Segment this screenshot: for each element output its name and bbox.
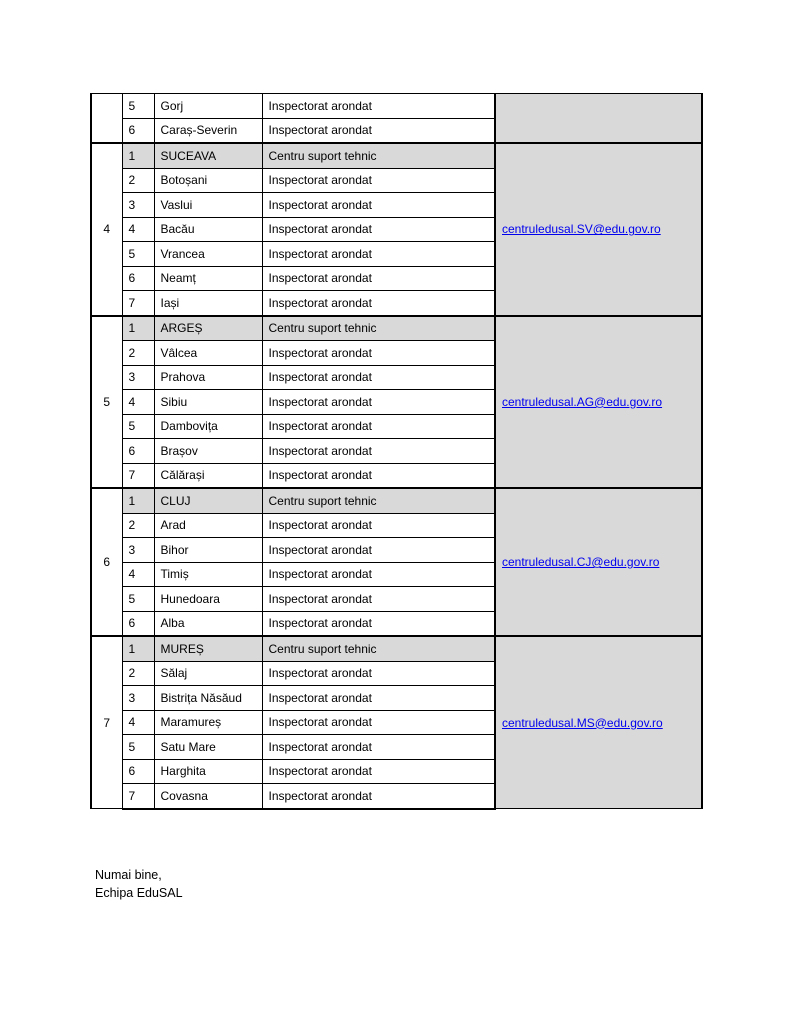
group-number: 5 xyxy=(91,316,122,489)
email-cell xyxy=(495,316,702,489)
role-label: Inspectorat arondat xyxy=(262,118,495,143)
row-number: 6 xyxy=(122,439,154,464)
row-number: 2 xyxy=(122,168,154,193)
row-number: 3 xyxy=(122,193,154,218)
row-number: 6 xyxy=(122,611,154,636)
role-label: Centru suport tehnic xyxy=(262,316,495,341)
role-label: Inspectorat arondat xyxy=(262,217,495,242)
role-label: Inspectorat arondat xyxy=(262,439,495,464)
email-link[interactable]: centruledusal.MS@edu.gov.ro xyxy=(502,715,663,730)
row-number: 5 xyxy=(122,242,154,267)
table-row xyxy=(91,94,702,119)
county-name: Caraș-Severin xyxy=(154,118,262,143)
role-label: Inspectorat arondat xyxy=(262,784,495,809)
row-number: 4 xyxy=(122,217,154,242)
role-label: Inspectorat arondat xyxy=(262,193,495,218)
row-number: 5 xyxy=(122,94,154,119)
county-name: Harghita xyxy=(154,759,262,784)
role-label: Inspectorat arondat xyxy=(262,365,495,390)
role-label: Centru suport tehnic xyxy=(262,488,495,513)
closing-greeting: Numai bine, xyxy=(95,868,162,882)
county-name: Prahova xyxy=(154,365,262,390)
county-name: Vâlcea xyxy=(154,341,262,366)
row-number: 6 xyxy=(122,118,154,143)
county-name: Brașov xyxy=(154,439,262,464)
county-name: Dambovița xyxy=(154,414,262,439)
county-name: Neamț xyxy=(154,266,262,291)
closing-signature xyxy=(95,866,183,902)
county-name: ARGEȘ xyxy=(154,316,262,341)
county-name: Bacău xyxy=(154,217,262,242)
row-number: 5 xyxy=(122,414,154,439)
row-number: 5 xyxy=(122,587,154,612)
county-name: CLUJ xyxy=(154,488,262,513)
county-name: Covasna xyxy=(154,784,262,809)
email-cell xyxy=(495,488,702,636)
group-number: 6 xyxy=(91,488,122,636)
email-link[interactable]: centruledusal.AG@edu.gov.ro xyxy=(502,394,663,409)
row-number: 1 xyxy=(122,143,154,168)
row-number: 1 xyxy=(122,636,154,661)
role-label: Inspectorat arondat xyxy=(262,341,495,366)
role-label: Inspectorat arondat xyxy=(262,513,495,538)
support-center-row xyxy=(91,488,702,513)
county-name: Botoșani xyxy=(154,168,262,193)
county-name: Bistrița Năsăud xyxy=(154,686,262,711)
row-number: 3 xyxy=(122,365,154,390)
group-number: 4 xyxy=(91,143,122,316)
row-number: 6 xyxy=(122,759,154,784)
group-number xyxy=(91,94,122,144)
role-label: Inspectorat arondat xyxy=(262,686,495,711)
role-label: Inspectorat arondat xyxy=(262,587,495,612)
role-label: Inspectorat arondat xyxy=(262,710,495,735)
county-name: Alba xyxy=(154,611,262,636)
county-name: Bihor xyxy=(154,538,262,563)
row-number: 7 xyxy=(122,463,154,488)
row-number: 1 xyxy=(122,316,154,341)
row-number: 4 xyxy=(122,390,154,415)
support-center-row xyxy=(91,636,702,661)
row-number: 7 xyxy=(122,291,154,316)
role-label: Inspectorat arondat xyxy=(262,291,495,316)
row-number: 3 xyxy=(122,538,154,563)
role-label: Inspectorat arondat xyxy=(262,611,495,636)
role-label: Inspectorat arondat xyxy=(262,759,495,784)
role-label: Inspectorat arondat xyxy=(262,414,495,439)
role-label: Inspectorat arondat xyxy=(262,661,495,686)
county-name: Satu Mare xyxy=(154,735,262,760)
support-center-row xyxy=(91,316,702,341)
email-link[interactable]: centruledusal.SV@edu.gov.ro xyxy=(502,222,661,237)
row-number: 1 xyxy=(122,488,154,513)
county-name: Sălaj xyxy=(154,661,262,686)
email-cell xyxy=(495,636,702,809)
role-label: Inspectorat arondat xyxy=(262,562,495,587)
row-number: 2 xyxy=(122,661,154,686)
county-name: Gorj xyxy=(154,94,262,119)
row-number: 5 xyxy=(122,735,154,760)
closing-team: Echipa EduSAL xyxy=(95,886,183,900)
county-name: Călărași xyxy=(154,463,262,488)
role-label: Inspectorat arondat xyxy=(262,538,495,563)
row-number: 4 xyxy=(122,710,154,735)
support-center-row xyxy=(91,143,702,168)
role-label: Inspectorat arondat xyxy=(262,463,495,488)
role-label: Centru suport tehnic xyxy=(262,143,495,168)
county-name: Timiș xyxy=(154,562,262,587)
county-name: Hunedoara xyxy=(154,587,262,612)
county-name: Sibiu xyxy=(154,390,262,415)
row-number: 6 xyxy=(122,266,154,291)
row-number: 7 xyxy=(122,784,154,809)
role-label: Inspectorat arondat xyxy=(262,168,495,193)
row-number: 2 xyxy=(122,341,154,366)
county-name: Arad xyxy=(154,513,262,538)
role-label: Inspectorat arondat xyxy=(262,94,495,119)
county-name: MUREȘ xyxy=(154,636,262,661)
county-name: SUCEAVA xyxy=(154,143,262,168)
group-number: 7 xyxy=(91,636,122,809)
email-cell xyxy=(495,94,702,144)
county-name: Iași xyxy=(154,291,262,316)
row-number: 4 xyxy=(122,562,154,587)
role-label: Inspectorat arondat xyxy=(262,735,495,760)
role-label: Inspectorat arondat xyxy=(262,242,495,267)
row-number: 2 xyxy=(122,513,154,538)
county-name: Vaslui xyxy=(154,193,262,218)
county-name: Vrancea xyxy=(154,242,262,267)
role-label: Inspectorat arondat xyxy=(262,390,495,415)
role-label: Centru suport tehnic xyxy=(262,636,495,661)
county-name: Maramureș xyxy=(154,710,262,735)
row-number: 3 xyxy=(122,686,154,711)
inspectorate-table xyxy=(90,93,703,810)
email-link[interactable]: centruledusal.CJ@edu.gov.ro xyxy=(502,555,660,569)
email-cell xyxy=(495,143,702,316)
role-label: Inspectorat arondat xyxy=(262,266,495,291)
